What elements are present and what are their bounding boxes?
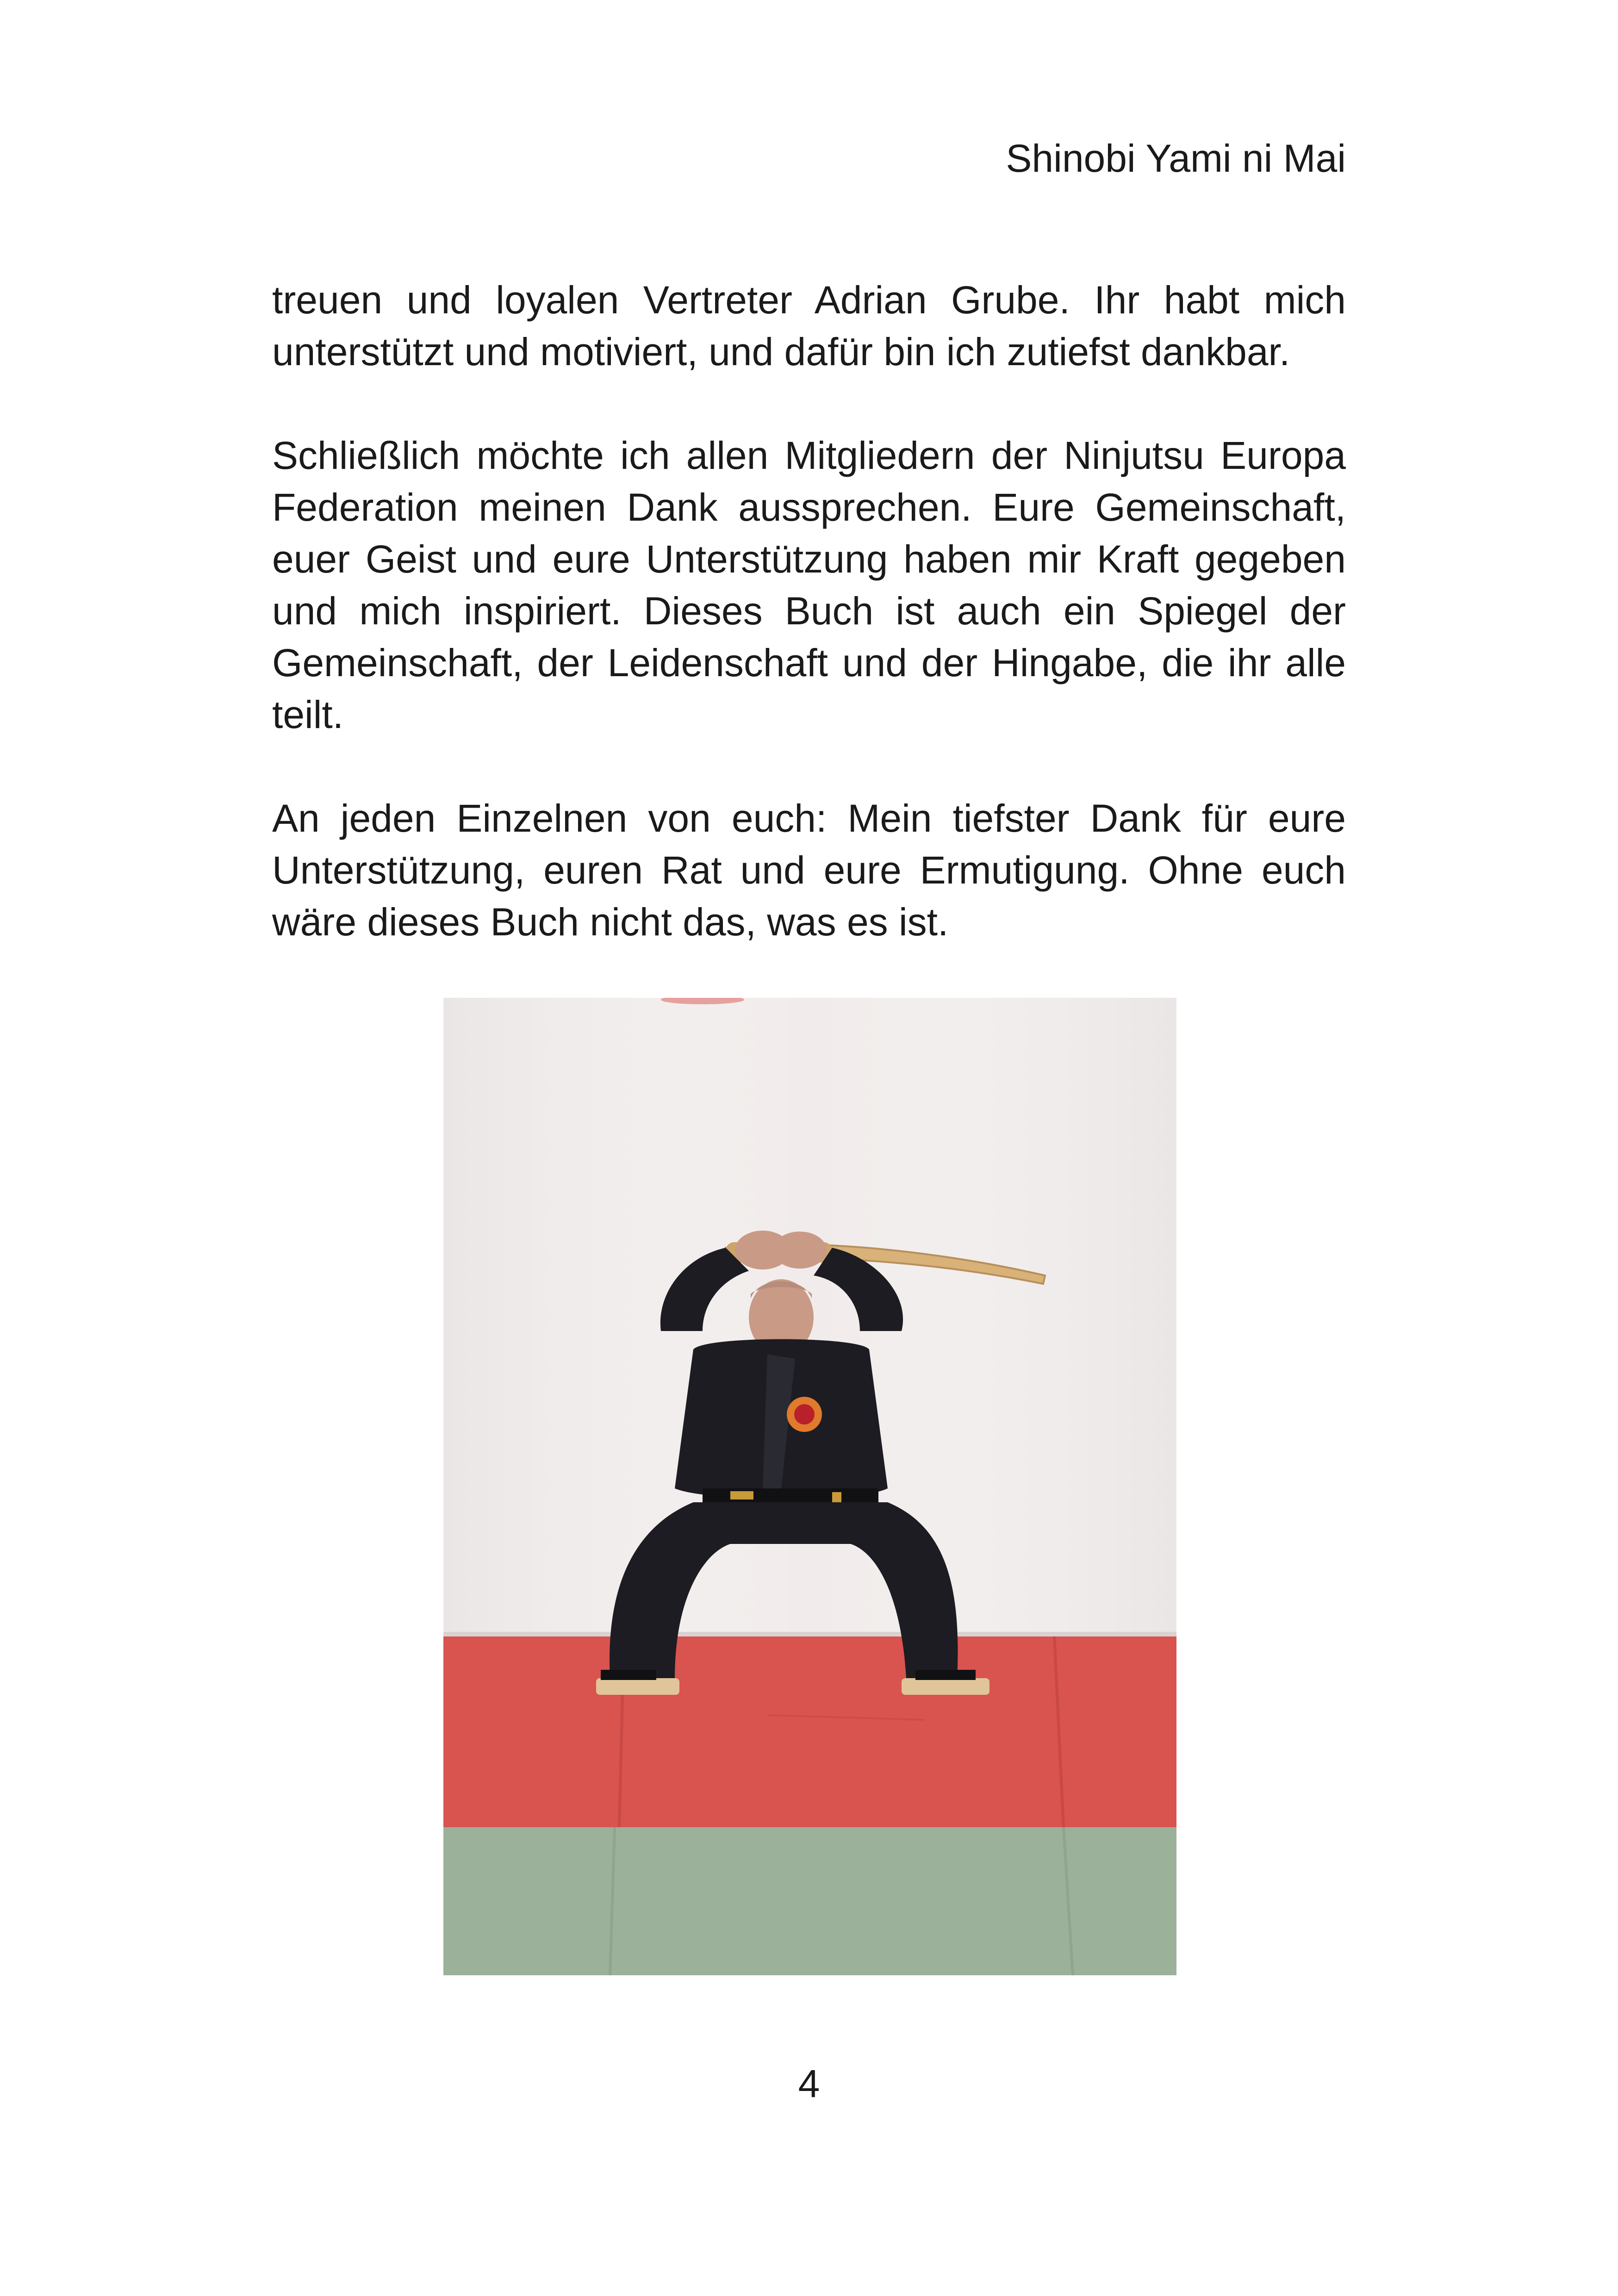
green-mat bbox=[443, 1827, 1176, 1975]
photo-martial-artist-stance bbox=[443, 998, 1176, 1975]
page-number: 4 bbox=[798, 2062, 820, 2105]
photo-illustration bbox=[443, 998, 1176, 1975]
right-geta bbox=[902, 1678, 989, 1695]
paragraph: Schließlich möchte ich allen Mitgliedern der Ninjutsu Europa Federation meinen Dank aussprechen. Eure Gemeinschaft, euer Geist und eure Unterstützung haben mir Kraft gegeben und mich inspiriert. Dieses Buch ist auch ein Spiegel der Gemeinschaft, der Leidenschaft und der Hingabe, die ihr alle teilt. bbox=[272, 434, 1346, 736]
paragraph: treuen und loyalen Vertreter Adrian Grube. Ihr habt mich unterstützt und motiviert, und dafür bin ich zutiefst dankbar. bbox=[272, 278, 1346, 373]
paragraph: An jeden Einzelnen von euch: Mein tiefster Dank für eure Unterstützung, euren Rat und eure Ermutigung. Ohne euch wäre dieses Buch nicht das, was es ist. bbox=[272, 796, 1346, 944]
running-header: Shinobi Yami ni Mai bbox=[1006, 137, 1346, 180]
red-mat bbox=[443, 1636, 1176, 1827]
left-geta bbox=[596, 1678, 679, 1695]
body-text bbox=[272, 274, 1346, 948]
